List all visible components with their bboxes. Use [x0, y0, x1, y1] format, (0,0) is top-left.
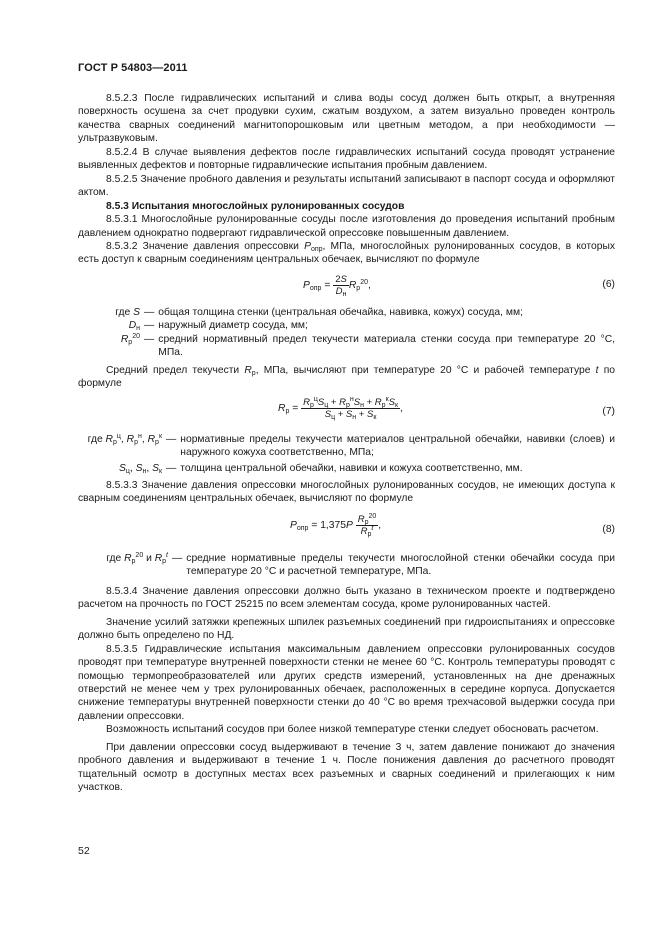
- paragraph-text: , МПа, многослойных рулонированных сосудов, в которых есть доступ к сварным соединениям центральных обечаек, вычисляют по формуле: [78, 240, 616, 266]
- definition-row: где S — общая толщина стенки (центральная обечайка, навивка, кожух) сосуда, мм;: [80, 306, 615, 319]
- formula-number: (7): [602, 405, 615, 417]
- paragraph-8-5-2-5: 8.5.2.5 Значение пробного давления и результаты испытаний записывают в паспорт сосуда и оформляют актом.: [78, 173, 615, 199]
- paragraph-8-5-3-2: 8.5.3.2 Значение давления опрессовки $P_{опр}$, МПа, многослойных рулонированных сосудов, в которых есть доступ к сварным соединениям центральных обечаек, вычисляют по формуле: [78, 240, 616, 266]
- paragraph-lower-temperature: Возможность испытаний сосудов при более низкой температуре стенки следует обосновать расчетом.: [106, 724, 599, 736]
- section-heading-8-5-3: 8.5.3 Испытания многослойных рулонированных сосудов: [106, 200, 405, 212]
- paragraph-8-5-3-5: 8.5.3.5 Гидравлические испытания максимальным давлением опрессовки рулонированных сосудов проводят при температуре внутренней поверхности стенки не менее 60 °С. Контроль температуры проводят с помощью термопреобразователей или других средств измерений, установленных на дне дренажных отверстий не менее чем у трех рулонированных обечаек, расположенных в середине корпуса. Допускается снижение температуры внутренней поверхности стенки до 40 °С во время трехчасовой выдержки сосуда при давлении опрессовки.: [78, 643, 615, 722]
- formula-number: (6): [602, 278, 615, 290]
- paragraph-8-5-3-3: 8.5.3.3 Значение давления опрессовки многослойных рулонированных сосудов, не имеющих доступа к сварным соединениям центральных обечаек, вычисляют по формуле: [78, 479, 615, 505]
- definition-symbol: где $R_р^ц$, $R_р^н$, $R_р^к$: [87, 432, 162, 446]
- paragraph-yield-strength: Средний предел текучести $R_р$, МПа, вычисляют при температуре 20 °С и рабочей температуре t по формуле: [78, 364, 616, 390]
- document-header: ГОСТ Р 54803—2011: [78, 62, 188, 74]
- page-number: 52: [78, 845, 90, 857]
- paragraph-hold-time: При давлении опрессовки сосуд выдерживают в течение 3 ч, затем давление понижают до значения пробного давления и выдерживают в течение 1 ч. После понижения давления до расчетного проводят тщательный осмотр в доступных местах всех разъемных и сварных соединений и прилегающих к ним участков.: [78, 741, 615, 794]
- formula-expression: $P_{опр}$ = $\frac{2S}{D_н}$ $R_р^{20}$,: [303, 273, 371, 298]
- formula-8: [78, 514, 615, 546]
- definition-text: средний нормативный предел текучести материала стенки сосуда при температуре 20 °С, МПа.: [158, 333, 615, 359]
- definition-text: толщина центральной обечайки, навивки и кожуха соответственно, мм.: [180, 462, 523, 474]
- definition-text: наружный диаметр сосуда, мм;: [158, 320, 308, 332]
- paragraph-text: 8.5.3.2 Значение давления опрессовки: [106, 240, 305, 252]
- paragraph-8-5-3-1: 8.5.3.1 Многослойные рулонированные сосуды после изготовления до проведения испытаний пробным давлением однократно подвергают гидравлической опрессовке повышенным давлением.: [78, 214, 615, 239]
- definition-symbol: $S_ц$, $S_н$, $S_к$: [118, 462, 162, 475]
- definition-symbol: $D_н$: [128, 320, 140, 333]
- definition-row: $S_ц$, $S_н$, $S_к$ — толщина центральной обечайки, навивки и кожуха соответственно, мм.: [78, 462, 615, 475]
- definition-text: нормативные пределы текучести материалов центральной обечайки, навивки (слоев) и наружного кожуха соответственно, МПа;: [180, 433, 615, 459]
- definition-symbol: $R_р^{20}$: [120, 332, 140, 346]
- definition-symbol: где S: [115, 306, 140, 318]
- paragraph-8-5-2-4: 8.5.2.4 В случае выявления дефектов после гидравлических испытаний сосуда проводят устранение выявленных дефектов и повторные гидравлические испытания пробным давлением.: [78, 146, 615, 172]
- definition-row: где $R_р^ц$, $R_р^н$, $R_р^к$ — нормативные пределы текучести материалов центральной обечайки, навивки (слоев) и наружного кожуха соответственно, МПа;: [78, 433, 615, 460]
- definition-row: $D_н$ — наружный диаметр сосуда, мм;: [80, 319, 615, 332]
- formula-number: (8): [602, 523, 615, 535]
- formula-6: [78, 274, 615, 300]
- paragraph-8-5-2-3: 8.5.2.3 После гидравлических испытаний и слива воды сосуд должен быть открыт, а внутренняя поверхность осушена за счет продувки сухим, сжатым воздухом, а затем визуально проведен контроль качества сварных соединений магнитопорошковым или цветным методом, а при необходимости — ультразвуковым.: [78, 93, 615, 145]
- definition-row: где $R_р^{20}$ и $R_р^t$ — средние нормативные пределы текучести многослойной стенки обечайки сосуда при температуре 20 °С и расчетной температуре, МПа.: [78, 552, 615, 579]
- document-body: [78, 92, 615, 795]
- formula-expression: $R_р$ = $\frac{R_р^цS_ц + R_р^нS_н + R_р^кS_к}{S_ц + S_н + S_к}$ ,: [278, 395, 403, 421]
- definition-text: средние нормативные пределы текучести многослойной стенки обечайки сосуда при температуре 20 °С и расчетной температуре, МПа.: [186, 552, 615, 578]
- paragraph-8-5-3-4: 8.5.3.4 Значение давления опрессовки должно быть указано в техническом проекте и подтверждено расчетом на прочность по ГОСТ 25215 по всем элементам сосуда, кроме рулонированных частей.: [78, 585, 615, 611]
- formula-expression: $P_{опр} = 1,375P$ $\frac{R_р^{20}}{R_р^t}$ ,: [290, 512, 382, 538]
- definition-symbol: где $R_р^{20}$ и $R_р^t$: [106, 551, 168, 565]
- paragraph-bolt-tension: Значение усилий затяжки крепежных шпилек разъемных соединений при гидроиспытаниях и опрессовке должно быть определено по НД.: [78, 616, 615, 642]
- definition-row: $R_р^{20}$ — средний нормативный предел текучести материала стенки сосуда при температуре 20 °С, МПа.: [80, 333, 615, 360]
- definition-text: общая толщина стенки (центральная обечайка, навивка, кожух) сосуда, мм;: [158, 306, 523, 318]
- formula-7: [78, 397, 615, 427]
